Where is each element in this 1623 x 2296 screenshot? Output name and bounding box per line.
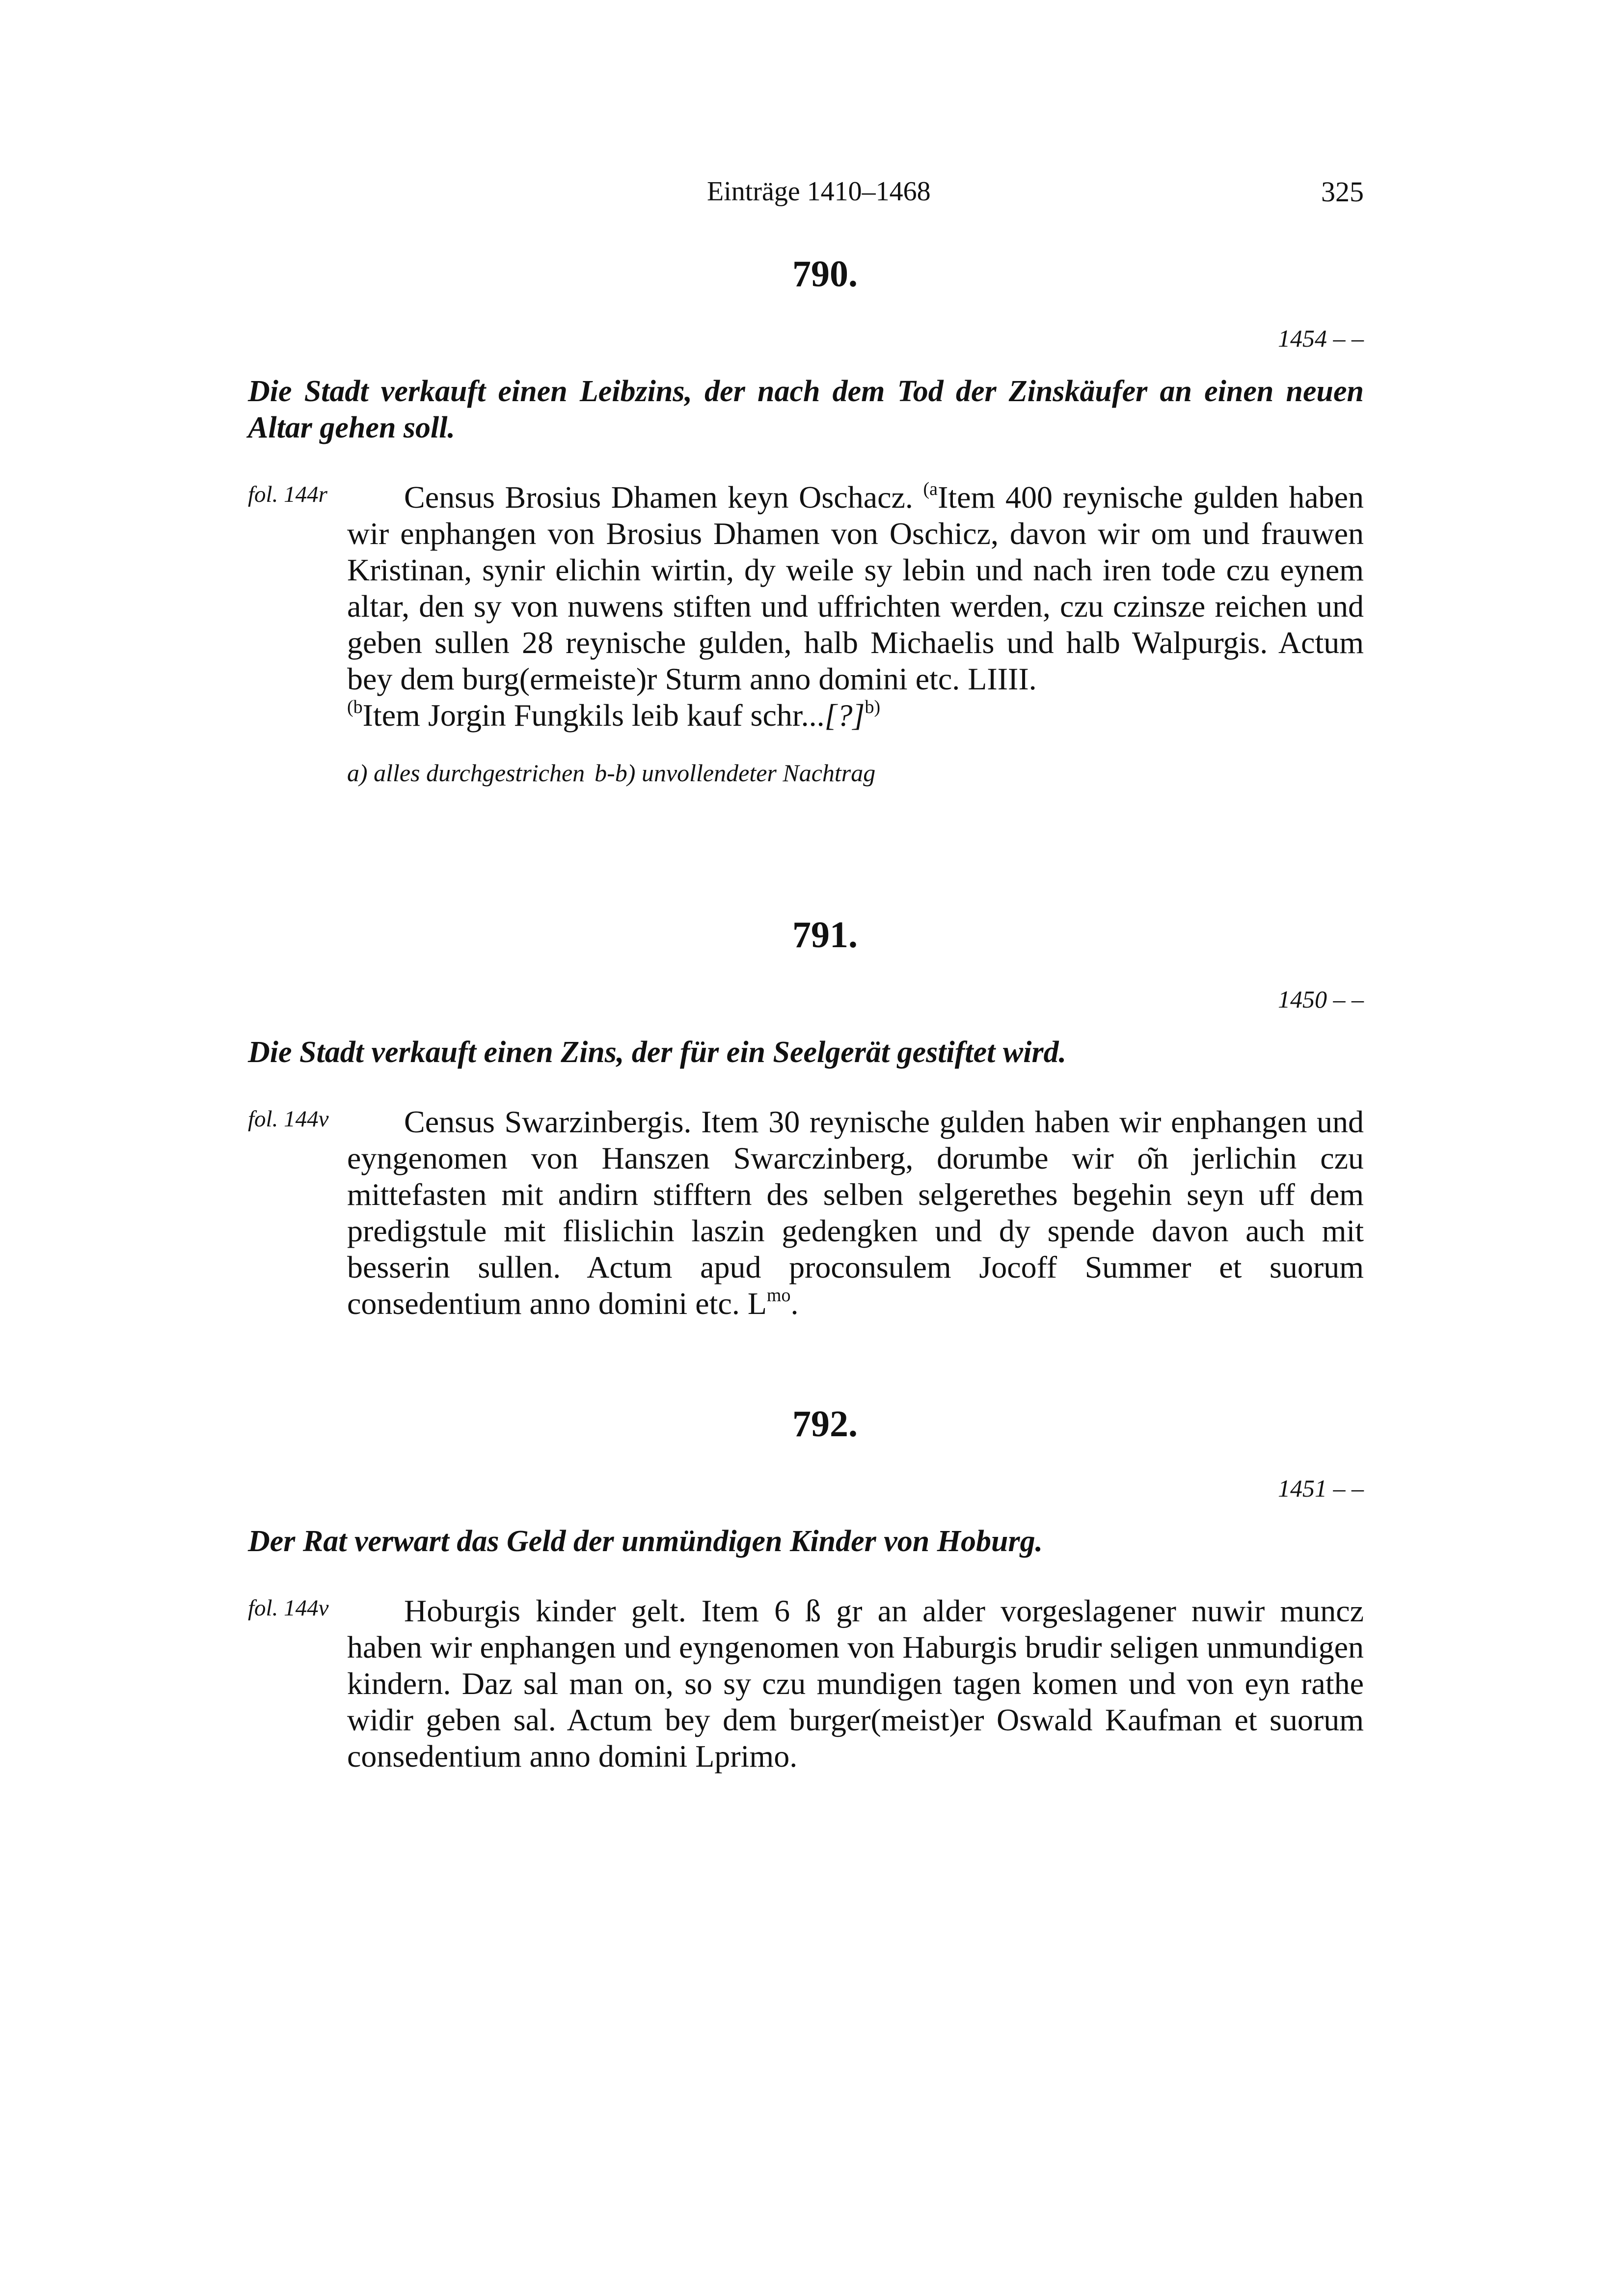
- uncertain-reading: [?]: [824, 698, 865, 733]
- folio-reference: fol. 144v: [248, 1595, 329, 1621]
- entry-title: Der Rat verwart das Geld der unmündigen Kinder von Hoburg.: [248, 1525, 1043, 1558]
- addition-text: Item Jorgin Fungkils leib kauf schr...: [362, 698, 825, 733]
- entry-body: [248, 1593, 1364, 1775]
- entry-date: 1451 – –: [1278, 1475, 1364, 1502]
- entry-text: [347, 1104, 1364, 1322]
- later-addition: [347, 697, 1364, 734]
- note-marker: b): [865, 697, 881, 717]
- entry-date: 1450 – –: [1278, 985, 1364, 1013]
- entry-number: 790.: [792, 253, 858, 295]
- entry-792: [248, 1405, 1364, 1775]
- note-marker: (a: [923, 479, 938, 499]
- note-marker: (b: [347, 697, 363, 717]
- entry-date: 1454 – –: [1278, 325, 1364, 352]
- page-number: 325: [1321, 176, 1364, 208]
- folio-reference: fol. 144v: [248, 1106, 329, 1132]
- entry-body: [248, 479, 1364, 788]
- entry-body: [248, 1104, 1364, 1322]
- text-segment: .: [790, 1286, 799, 1321]
- apparatus-note: a) alles durchgestrichen: [347, 759, 585, 787]
- entry-title: Die Stadt verkauft einen Zins, der für ein Seelgerät gestiftet wird.: [248, 1036, 1067, 1069]
- entry-number: 792.: [792, 1403, 858, 1445]
- critical-apparatus: [347, 758, 1364, 788]
- superscript: mo: [766, 1285, 791, 1306]
- entry-791: [248, 916, 1364, 1322]
- running-head: Einträge 1410–1468: [707, 176, 931, 207]
- entry-text: [347, 1593, 1364, 1775]
- text-segment: Census Swarzinbergis. Item 30 reynische gulden haben wir enphangen und eyngenomen von Hanszen Swarczinberg, dorumbe wir o͂n jerlichin czu mittefasten mit andirn stifftern des selben selgerethes begehin seyn uff dem predigstule mit flislichin laszin gedengken und dy spende davon auch mit besserin sullen. Actum apud proconsulem Jocoff Summer et suorum consedentium anno domini etc. L: [347, 1104, 1364, 1321]
- text-segment: Census Brosius Dhamen keyn Oschacz.: [404, 480, 923, 515]
- text-segment: Item 400 reynische gulden haben wir enphangen von Brosius Dhamen von Oschicz, davon wir om und frauwen Kristinan, synir elichin wirtin, dy weile sy lebin und nach iren tode czu eynem altar, den sy von nuwens stiften und uffrichten werden, czu czinsze reichen und geben sullen 28 reynische gulden, halb Michaelis und halb Walpurgis. Actum bey dem burg(ermeiste)r Sturm anno domini etc. LIIII.: [347, 480, 1364, 696]
- text-segment: Hoburgis kinder gelt. Item 6 ß gr an alder vorgeslagener nuwir muncz haben wir enphangen und eyngenomen von Haburgis brudir seligen unmundigen kindern. Daz sal man on, so sy czu mundigen tagen komen und von eyn rathe widir geben sal. Actum bey dem burger(meist)er Oswald Kaufman et suorum consedentium anno domini Lprimo.: [347, 1593, 1364, 1774]
- entry-number: 791.: [792, 914, 858, 956]
- entry-title: Die Stadt verkauft einen Leibzins, der nach dem Tod der Zinskäufer an einen neuen Altar gehen soll.: [248, 375, 1364, 444]
- apparatus-note: b-b) unvollendeter Nachtrag: [595, 759, 876, 787]
- folio-reference: fol. 144r: [248, 482, 327, 507]
- entry-790: [248, 255, 1364, 788]
- entry-text: [347, 479, 1364, 697]
